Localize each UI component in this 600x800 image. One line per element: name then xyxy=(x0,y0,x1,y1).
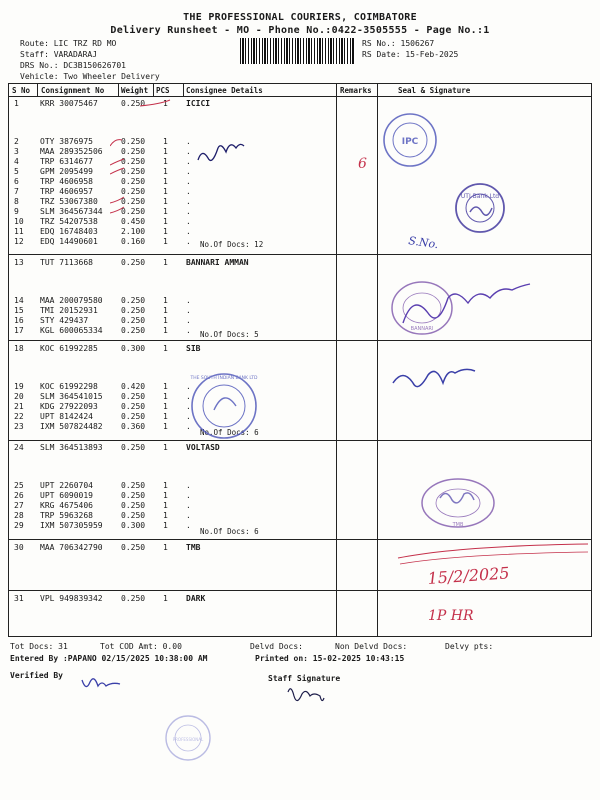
tmb-stamp-text: TMB xyxy=(452,522,464,528)
non-delivered-docs: Non Delvd Docs: xyxy=(335,642,408,651)
rs-date: RS Date: 15-Feb-2025 xyxy=(362,50,459,59)
row-pcs: 1 xyxy=(163,594,168,603)
row-consignment-no: KRR 30075467 xyxy=(40,99,98,108)
consignee-dot: . xyxy=(186,197,191,206)
col-divider xyxy=(118,83,119,96)
rs-number: RS No.: 1506267 xyxy=(362,39,435,48)
row-consignment-no: EDQ 14490601 xyxy=(40,237,98,246)
group-doc-count: No.Of Docs: 12 xyxy=(200,240,264,249)
barcode xyxy=(240,38,355,64)
total-docs: Tot Docs: 31 xyxy=(10,642,68,651)
group-separator xyxy=(8,539,592,540)
row-pcs: 1 xyxy=(163,167,168,176)
consignee-name: DARK xyxy=(186,594,206,603)
remark-mark: 6 xyxy=(358,156,367,172)
consignee-name: ICICI xyxy=(186,99,211,108)
row-consignment-no: GPM 2095499 xyxy=(40,167,93,176)
row-consignment-no: UPT 8142424 xyxy=(40,412,93,421)
row-consignment-no: EDQ 16748403 xyxy=(40,227,98,236)
col-divider xyxy=(183,83,184,96)
row-weight: 0.250 xyxy=(121,296,146,305)
seal-signature-area xyxy=(378,98,590,638)
vehicle-field: Vehicle: Two Wheeler Delivery xyxy=(20,72,160,81)
row-pcs: 1 xyxy=(163,147,168,156)
tmb-stamp xyxy=(422,479,494,528)
runsheet-subtitle: Delivery Runsheet - MO - Phone No.:0422-3505555 - Page No.:1 xyxy=(110,25,490,36)
row-weight: 0.250 xyxy=(121,99,146,108)
row-sno: 27 xyxy=(14,501,24,510)
row-sno: 4 xyxy=(14,157,19,166)
handwritten-date: 15/2/2025 xyxy=(426,563,511,588)
row-weight: 0.250 xyxy=(121,543,146,552)
row-pcs: 1 xyxy=(163,491,168,500)
row-sno: 22 xyxy=(14,412,24,421)
col-pcs: PCS xyxy=(156,86,170,95)
row-pcs: 1 xyxy=(163,177,168,186)
row-pcs: 1 xyxy=(163,197,168,206)
row-sno: 12 xyxy=(14,237,24,246)
row-weight: 0.250 xyxy=(121,443,146,452)
row-consignment-no: TRP 4606957 xyxy=(40,187,93,196)
group-separator xyxy=(8,440,592,441)
row-sno: 7 xyxy=(14,187,19,196)
row-weight: 0.250 xyxy=(121,207,146,216)
row-pcs: 1 xyxy=(163,382,168,391)
group-doc-count: No.Of Docs: 6 xyxy=(200,428,259,437)
printed-on: Printed on: 15-02-2025 10:43:15 xyxy=(255,654,405,663)
row-sno: 14 xyxy=(14,296,24,305)
row-consignment-no: UPT 2260704 xyxy=(40,481,93,490)
consignee-dot: . xyxy=(186,521,191,530)
row-weight: 0.250 xyxy=(121,258,146,267)
row-sno: 21 xyxy=(14,402,24,411)
row-weight: 0.300 xyxy=(121,344,146,353)
icici-stamp xyxy=(384,114,436,166)
delivered-docs: Delvd Docs: xyxy=(250,642,303,651)
row-pcs: 1 xyxy=(163,316,168,325)
sib-signature xyxy=(393,369,475,386)
row-pcs: 1 xyxy=(163,392,168,401)
row-sno: 13 xyxy=(14,258,24,267)
row-weight: 0.250 xyxy=(121,306,146,315)
row-consignment-no: SLM 364567344 xyxy=(40,207,103,216)
icici-signature xyxy=(198,144,244,160)
consignee-dot: . xyxy=(186,316,191,325)
consignee-name: VOLTASD xyxy=(186,443,220,452)
row-sno: 9 xyxy=(14,207,19,216)
row-pcs: 1 xyxy=(163,344,168,353)
row-consignment-no: SLM 364541015 xyxy=(40,392,103,401)
row-pcs: 1 xyxy=(163,187,168,196)
row-weight: 0.450 xyxy=(121,217,146,226)
bannari-stamp xyxy=(392,282,452,334)
row-consignment-no: IXM 507824482 xyxy=(40,422,103,431)
row-sno: 11 xyxy=(14,227,24,236)
consignee-dot: . xyxy=(186,187,191,196)
row-weight: 0.250 xyxy=(121,594,146,603)
consignee-dot: . xyxy=(186,382,191,391)
row-weight: 0.250 xyxy=(121,412,146,421)
row-sno: 23 xyxy=(14,422,24,431)
row-pcs: 1 xyxy=(163,543,168,552)
row-sno: 17 xyxy=(14,326,24,335)
drs-number: DRS No.: DC3B150626701 xyxy=(20,61,126,70)
group-separator xyxy=(8,590,592,591)
staff-signature-label: Staff Signature xyxy=(268,674,341,683)
row-weight: 0.250 xyxy=(121,187,146,196)
row-weight: 0.250 xyxy=(121,167,146,176)
row-weight: 0.250 xyxy=(121,147,146,156)
row-pcs: 1 xyxy=(163,501,168,510)
row-sno: 30 xyxy=(14,543,24,552)
row-weight: 0.250 xyxy=(121,177,146,186)
verify-stamp-text: PROFESSIONAL xyxy=(172,737,204,742)
row-weight: 0.250 xyxy=(121,501,146,510)
row-sno: 2 xyxy=(14,137,19,146)
route-field: Route: LIC TRZ RD MO xyxy=(20,39,117,48)
col-consignee: Consignee Details xyxy=(186,86,263,95)
row-pcs: 1 xyxy=(163,258,168,267)
row-consignment-no: KOC 61992298 xyxy=(40,382,98,391)
row-pcs: 1 xyxy=(163,157,168,166)
row-consignment-no: OTY 3876975 xyxy=(40,137,93,146)
bannari-signature xyxy=(403,284,530,323)
company-title: THE PROFESSIONAL COURIERS, COIMBATORE xyxy=(183,12,417,23)
row-consignment-no: KOC 61992285 xyxy=(40,344,98,353)
row-pcs: 1 xyxy=(163,412,168,421)
row-pcs: 1 xyxy=(163,237,168,246)
entered-by: Entered By :PAPANO 02/15/2025 10:38:00 AM xyxy=(10,654,208,663)
row-weight: 0.250 xyxy=(121,491,146,500)
consignee-dot: . xyxy=(186,392,191,401)
staff-field: Staff: VARADARAJ xyxy=(20,50,98,59)
row-consignment-no: MAA 200079580 xyxy=(40,296,103,305)
staff-sign-mark xyxy=(288,689,324,701)
row-consignment-no: TRP 5963268 xyxy=(40,511,93,520)
col-consignment: Consignment No xyxy=(41,86,105,95)
row-pcs: 1 xyxy=(163,137,168,146)
consignee-dot: . xyxy=(186,296,191,305)
row-weight: 0.250 xyxy=(121,157,146,166)
col-remarks: Remarks xyxy=(340,86,372,95)
row-pcs: 1 xyxy=(163,481,168,490)
total-cod-amount: Tot COD Amt: 0.00 xyxy=(100,642,182,651)
consignee-name: BANNARI AMMAN xyxy=(186,258,249,267)
row-consignment-no: KRG 4675406 xyxy=(40,501,93,510)
row-sno: 18 xyxy=(14,344,24,353)
consignee-dot: . xyxy=(186,217,191,226)
row-consignment-no: MAA 289352506 xyxy=(40,147,103,156)
row-consignment-no: STY 429437 xyxy=(40,316,89,325)
consignee-dot: . xyxy=(186,481,191,490)
consignee-dot: . xyxy=(186,237,191,246)
footer-signatures xyxy=(70,670,370,765)
row-weight: 0.250 xyxy=(121,197,146,206)
handwritten-time: 1P HR xyxy=(428,608,474,624)
row-pcs: 1 xyxy=(163,217,168,226)
row-consignment-no: TRP 4606958 xyxy=(40,177,93,186)
consignee-dot: . xyxy=(186,137,191,146)
consignee-dot: . xyxy=(186,167,191,176)
bannari-stamp-text: BANNARI xyxy=(410,326,434,332)
consignee-marks xyxy=(110,98,380,448)
col-divider xyxy=(153,83,154,96)
row-pcs: 1 xyxy=(163,296,168,305)
row-sno: 25 xyxy=(14,481,24,490)
row-pcs: 1 xyxy=(163,227,168,236)
table-head-rule xyxy=(8,96,592,97)
icici-stamp-text: IPC xyxy=(401,137,419,147)
row-sno: 6 xyxy=(14,177,19,186)
table-top-rule xyxy=(8,83,592,84)
consignee-name: TMB xyxy=(186,543,201,552)
consignee-dot: . xyxy=(186,501,191,510)
row-pcs: 1 xyxy=(163,306,168,315)
row-sno: 8 xyxy=(14,197,19,206)
consignee-dot: . xyxy=(186,422,191,431)
row-sno: 26 xyxy=(14,491,24,500)
row-sno: 10 xyxy=(14,217,24,226)
consignee-dot: . xyxy=(186,227,191,236)
row-consignment-no: TRZ 53067380 xyxy=(40,197,98,206)
row-weight: 0.250 xyxy=(121,392,146,401)
row-pcs: 1 xyxy=(163,511,168,520)
row-consignment-no: SLM 364513893 xyxy=(40,443,103,452)
row-consignment-no: TUT 7113668 xyxy=(40,258,93,267)
row-weight: 0.250 xyxy=(121,402,146,411)
row-sno: 15 xyxy=(14,306,24,315)
row-pcs: 1 xyxy=(163,521,168,530)
row-sno: 5 xyxy=(14,167,19,176)
uti-stamp-text: UTI Bank Ltd xyxy=(460,193,500,200)
row-consignment-no: VPL 949839342 xyxy=(40,594,103,603)
consignee-dot: . xyxy=(186,157,191,166)
row-pcs: 1 xyxy=(163,326,168,335)
consignee-dot: . xyxy=(186,402,191,411)
group-doc-count: No.Of Docs: 5 xyxy=(200,330,259,339)
consignee-dot: . xyxy=(186,207,191,216)
row-sno: 24 xyxy=(14,443,24,452)
group-separator xyxy=(8,254,592,255)
row-pcs: 1 xyxy=(163,422,168,431)
table-left-border xyxy=(8,83,9,637)
row-sno: 20 xyxy=(14,392,24,401)
row-pcs: 1 xyxy=(163,443,168,452)
row-consignment-no: UPT 6090019 xyxy=(40,491,93,500)
row-sno: 1 xyxy=(14,99,19,108)
group-separator xyxy=(8,340,592,341)
row-consignment-no: TRZ 54207538 xyxy=(40,217,98,226)
row-weight: 0.300 xyxy=(121,521,146,530)
verify-stamp xyxy=(166,716,210,760)
consignee-dot: . xyxy=(186,177,191,186)
verified-by-label: Verified By xyxy=(10,671,63,680)
consignee-dot: . xyxy=(186,326,191,335)
remarks-divider-left xyxy=(336,83,337,637)
row-consignment-no: KGL 600065334 xyxy=(40,326,103,335)
delivery-points: Delvy pts: xyxy=(445,642,494,651)
table-right-border xyxy=(591,83,592,637)
col-seal-signature: Seal & Signature xyxy=(398,86,471,95)
row-consignment-no: KDG 27922093 xyxy=(40,402,98,411)
remarks-divider-right xyxy=(377,83,378,637)
row-weight: 0.250 xyxy=(121,326,146,335)
col-sno: S No xyxy=(12,86,31,95)
row-consignment-no: TRP 6314677 xyxy=(40,157,93,166)
row-weight: 0.360 xyxy=(121,422,146,431)
row-sno: 19 xyxy=(14,382,24,391)
table-bottom-rule xyxy=(8,636,592,637)
verifier-signature xyxy=(82,679,120,687)
col-divider xyxy=(37,83,38,96)
row-weight: 2.100 xyxy=(121,227,146,236)
row-weight: 0.160 xyxy=(121,237,146,246)
row-sno: 16 xyxy=(14,316,24,325)
col-weight: Weight xyxy=(121,86,149,95)
row-sno: 29 xyxy=(14,521,24,530)
group-doc-count: No.Of Docs: 6 xyxy=(200,527,259,536)
row-consignment-no: IXM 507305959 xyxy=(40,521,103,530)
consignee-dot: . xyxy=(186,306,191,315)
consignee-dot: . xyxy=(186,147,191,156)
row-pcs: 1 xyxy=(163,207,168,216)
row-sno: 28 xyxy=(14,511,24,520)
consignee-dot: . xyxy=(186,511,191,520)
handwritten-sno: S.No. xyxy=(407,234,440,252)
row-weight: 0.250 xyxy=(121,137,146,146)
row-weight: 0.250 xyxy=(121,511,146,520)
row-pcs: 1 xyxy=(163,99,168,108)
row-sno: 3 xyxy=(14,147,19,156)
row-weight: 0.420 xyxy=(121,382,146,391)
consignee-name: SIB xyxy=(186,344,201,353)
row-weight: 0.250 xyxy=(121,316,146,325)
consignee-dot: . xyxy=(186,412,191,421)
sib-stamp-text: THE SOUTH INDIAN BANK LTD xyxy=(190,376,258,381)
row-pcs: 1 xyxy=(163,402,168,411)
row-weight: 0.250 xyxy=(121,481,146,490)
row-consignment-no: MAA 706342790 xyxy=(40,543,103,552)
row-consignment-no: TMI 20152931 xyxy=(40,306,98,315)
consignee-dot: . xyxy=(186,491,191,500)
row-sno: 31 xyxy=(14,594,24,603)
uti-stamp xyxy=(456,184,504,232)
